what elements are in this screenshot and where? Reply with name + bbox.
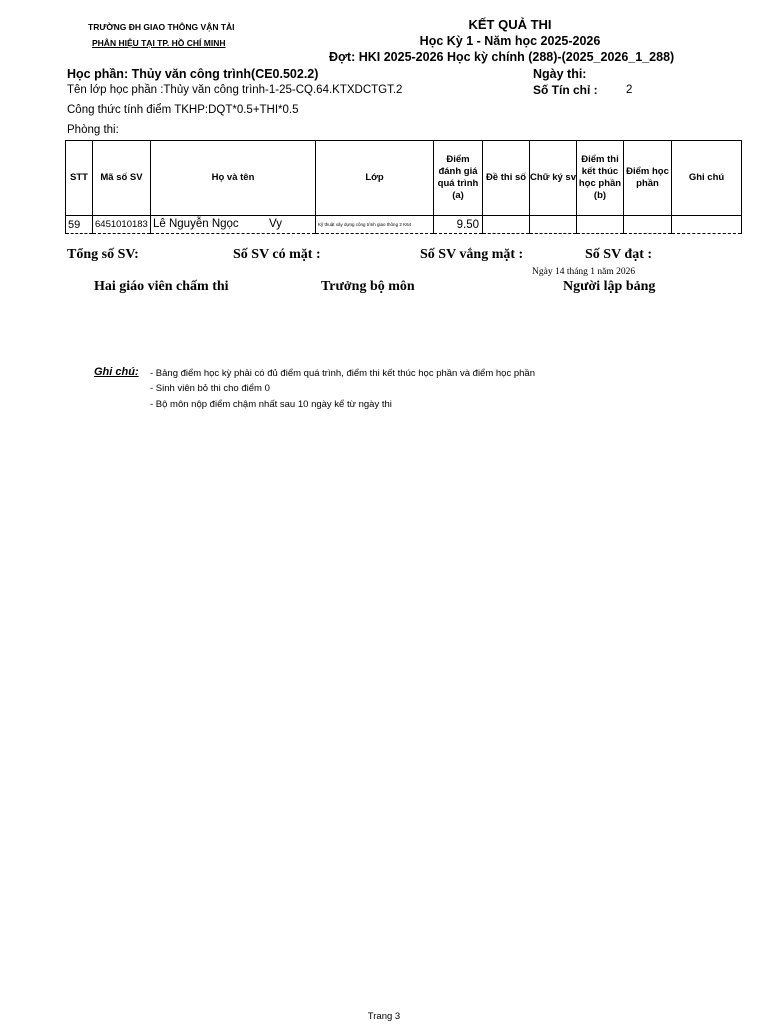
department-head-title: Trưởng bộ môn	[321, 279, 415, 294]
row-process-score: 9.50	[434, 216, 483, 234]
room-label: Phòng thi:	[67, 124, 119, 136]
batch-line: Đợt: HKI 2025-2026 Học kỳ chính (288)-(2025_2026_1_288)	[329, 50, 675, 64]
course-name: Học phần: Thủy văn công trình(CE0.502.2)	[67, 67, 319, 81]
row-first-name: Vy	[269, 218, 282, 230]
row-note	[672, 216, 742, 234]
note-item: - Bộ môn nộp điểm chậm nhất sau 10 ngày kể từ ngày thi	[150, 399, 392, 410]
col-note: Ghi chú	[672, 141, 742, 216]
note-item: - Sinh viên bỏ thi cho điểm 0	[150, 383, 270, 394]
page-title: KẾT QUẢ THI	[468, 17, 552, 32]
row-signature	[530, 216, 577, 234]
absent-students: Số SV vắng mặt :	[420, 247, 524, 262]
score-formula: Công thức tính điểm TKHP:DQT*0.5+THI*0.5	[67, 104, 299, 116]
credits-value: 2	[626, 84, 633, 96]
class-name: Tên lớp học phần :Thủy văn công trình-1-25-CQ.64.KTXDCTGT.2	[67, 84, 403, 96]
campus-name: PHÂN HIỆU TẠI TP. HỒ CHÍ MINH	[92, 38, 226, 48]
row-last-middle-name: Lê Nguyễn Ngọc	[153, 218, 239, 230]
col-exam-code: Đề thi số	[483, 141, 530, 216]
present-students: Số SV có mặt :	[233, 247, 321, 262]
col-course-score: Điểm học phần	[624, 141, 672, 216]
col-signature: Chữ ký sv	[530, 141, 577, 216]
page-number: Trang 3	[367, 1011, 401, 1022]
row-final-exam	[577, 216, 624, 234]
exam-date-label: Ngày thi:	[533, 67, 587, 81]
grade-table	[65, 140, 742, 234]
col-student-id: Mã số SV	[93, 141, 151, 216]
row-student-id: 6451010183	[93, 216, 151, 234]
passed-students: Số SV đạt :	[585, 247, 653, 262]
row-stt: 59	[66, 216, 93, 234]
row-exam-code	[483, 216, 530, 234]
col-class: Lớp	[316, 141, 434, 216]
school-name: TRƯỜNG ĐH GIAO THÔNG VẬN TẢI	[88, 22, 235, 32]
row-course-score	[624, 216, 672, 234]
col-process-score: Điểm đánh giá quá trình (a)	[434, 141, 483, 216]
note-item: - Bảng điểm học kỳ phải có đủ điểm quá trình, điểm thi kết thúc học phần và điểm học phần	[150, 368, 535, 379]
total-students: Tổng số SV:	[67, 247, 139, 262]
row-name-cell	[151, 216, 316, 234]
sign-date: Ngày 14 tháng 1 năm 2026	[532, 267, 636, 277]
row-class: Kỹ thuật xây dựng công trình giao thông 2 K64	[316, 216, 434, 234]
semester-line: Học Kỳ 1 - Năm học 2025-2026	[419, 34, 601, 48]
notes-label: Ghi chú:	[94, 366, 139, 378]
col-stt: STT	[66, 141, 93, 216]
preparer-title: Người lập bảng	[563, 279, 656, 294]
col-name: Họ và tên	[151, 141, 316, 216]
table-row	[66, 216, 742, 234]
credits-label: Số Tín chỉ :	[533, 83, 598, 97]
graders-title: Hai giáo viên chấm thi	[94, 279, 229, 294]
table-header-row	[66, 141, 742, 216]
col-final-exam: Điểm thi kết thúc học phần (b)	[577, 141, 624, 216]
